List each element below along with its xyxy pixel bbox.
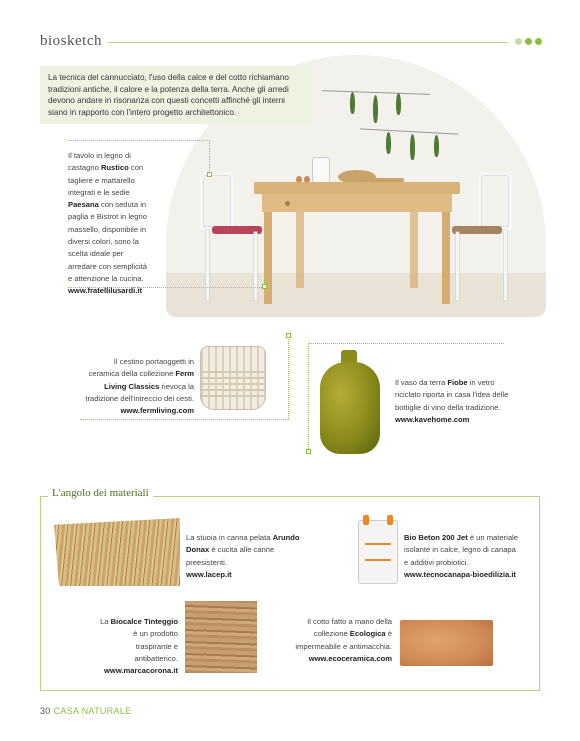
basket-caption: Il cestino portaoggetti in ceramica della collezione Ferm Living Classics rievoca la tradizione dell'intreccio dei cesti. www.fermliving.com	[85, 357, 194, 416]
page-footer	[40, 706, 131, 716]
cotto-url[interactable]: www.ecoceramica.com	[308, 653, 392, 663]
connector-marker	[262, 284, 267, 289]
arundo-url[interactable]: www.lacep.it	[186, 569, 232, 579]
magazine-name: CASA NATURALE	[53, 706, 132, 716]
biocalce-url[interactable]: www.marcacorona.it	[104, 666, 178, 676]
plaster-sample-image	[185, 601, 257, 673]
cotto-tile-image	[400, 620, 493, 666]
basket-image	[200, 346, 266, 410]
table-url[interactable]: www.fratellilusardi.it	[68, 286, 142, 296]
connector-marker	[207, 172, 212, 177]
connector-line	[308, 343, 309, 451]
connector-line	[209, 140, 210, 174]
table-caption: Il tavolo in legno di castagno Rustico con tagliere e mattarello integrati e le sedie Paesana con seduta in paglia e Bistrot in legno massello, disponibile in diversi colori, sono la scelta ideale per arredare con semplicità e attenzione la cucina. www.fratellilusardi.it	[68, 151, 147, 296]
vase-url[interactable]: www.kavehome.com	[395, 414, 470, 424]
biocalce-caption: La Biocalce Tinteggio è un prodotto traspirante e antibatterico. www.marcacorona.it	[100, 617, 178, 676]
connector-line	[308, 343, 504, 344]
header-rule	[108, 42, 508, 43]
connector-marker	[286, 333, 291, 338]
materials-title: L'angolo dei materiali	[48, 487, 153, 499]
decorative-dots-icon	[515, 38, 542, 45]
section-title: biosketch	[40, 33, 102, 49]
connector-line	[288, 336, 289, 420]
intro-text: La tecnica del cannucciato, l'uso della calce e del cotto richiamano tradizioni antiche, il calore e la potenza della terra. Anche gli arredi devono andare in risonanza con questi concetti affinché gli interni siano in rapporto con l'intero progetto architettonico.	[40, 66, 312, 124]
vase-image	[320, 362, 380, 454]
vase-caption: Il vaso da terra Fiobe in vetro riciclato riporta in casa l'idea delle bottiglie di vino della tradizione. www.kavehome.com	[395, 378, 509, 424]
cotto-caption: Il cotto fatto a mano della collezione Ecologica è impermeabile e antimacchia. www.ecoceramica.com	[295, 617, 392, 663]
connector-marker	[306, 449, 311, 454]
bio-beton-caption: Bio Beton 200 Jet è un materiale isolante in calce, legno di canapa e additivi probiotici. www.tecnocanapa-bioedilizia.it	[404, 533, 518, 579]
bio-beton-sack-image	[358, 520, 398, 584]
connector-line	[68, 140, 210, 141]
bio-beton-url[interactable]: www.tecnocanapa-bioedilizia.it	[404, 569, 516, 579]
basket-url[interactable]: www.fermliving.com	[120, 406, 194, 416]
reed-mat-image	[54, 518, 180, 586]
page-number: 30	[40, 706, 51, 716]
arundo-caption: La stuoia in canna pelata Arundo Donax è cucita alle canne preesistenti. www.lacep.it	[186, 533, 300, 579]
connector-line	[80, 419, 288, 420]
